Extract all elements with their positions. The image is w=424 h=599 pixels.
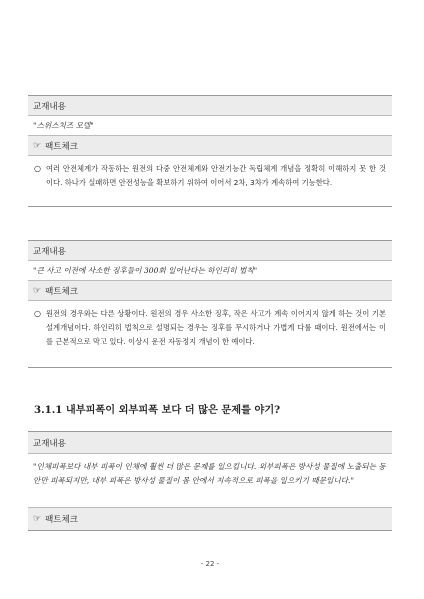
circle-bullet-icon: ○ (34, 164, 41, 173)
circle-bullet-icon: ○ (34, 309, 41, 318)
factcheck-header (28, 136, 392, 156)
box-header: 교재내용 (28, 432, 392, 454)
content-box-1 (28, 95, 392, 207)
factcheck-header (28, 281, 392, 301)
factcheck-header (28, 508, 392, 530)
factcheck-label: 팩트체크 (45, 286, 78, 297)
content-box-2 (28, 240, 392, 368)
content-box-3 (28, 431, 392, 531)
factcheck-label: 팩트체크 (45, 515, 78, 525)
page-number: - 22 - (200, 560, 220, 568)
textbook-quote: "큰 사고 이전에 사소한 징후들이 300회 일어난다는 하인리히 법칙" (28, 261, 392, 281)
document-page (28, 0, 392, 599)
factcheck-label: 팩트체크 (45, 141, 78, 152)
pointing-hand-icon: ☞ (33, 514, 42, 524)
factcheck-body (28, 156, 392, 206)
factcheck-text: 여러 안전체계가 작동하는 원전의 다중 안전체계와 안전기능간 독립체계 개념을 정확히 이해하지 못 한 것이다. 하나가 실패하면 안전성능을 확보하기 위하여 이어서 2차, 3차가 계속하여 기능한다. (46, 164, 386, 187)
section-heading: 3.1.1 내부피폭이 외부피폭 보다 더 많은 문제를 야기? (34, 404, 281, 416)
pointing-hand-icon: ☞ (33, 285, 42, 296)
pointing-hand-icon: ☞ (33, 140, 42, 151)
textbook-quote: "스위스치즈 모델" (28, 116, 392, 136)
textbook-quote: "인체피폭보다 내부 피폭이 인체에 훨씬 더 많은 문제를 일으킵니다. 외부피폭은 방사성 물질에 노출되는 동안만 피폭되지만, 내부 피폭은 방사성 물질이 몸 안에서 지속적으로 피폭을 일으키기 때문입니다." (28, 454, 392, 508)
box-header: 교재내용 (28, 241, 392, 261)
factcheck-body (28, 301, 392, 367)
factcheck-text: 원전의 경우와는 다른 상황이다. 원전의 경우 사소한 징후, 작은 사고가 계속 이어지지 않게 하는 것이 기본 설계개념이다. 하인리히 법칙으로 설명되는 경우는 징후를 무시하거나 가볍게 다룰 때이다. 원전에서는 이를 근본적으로 막고 있다. 이상시 운전 자동정지 개념이 한 예이다. (46, 309, 386, 346)
box-header: 교재내용 (28, 96, 392, 116)
